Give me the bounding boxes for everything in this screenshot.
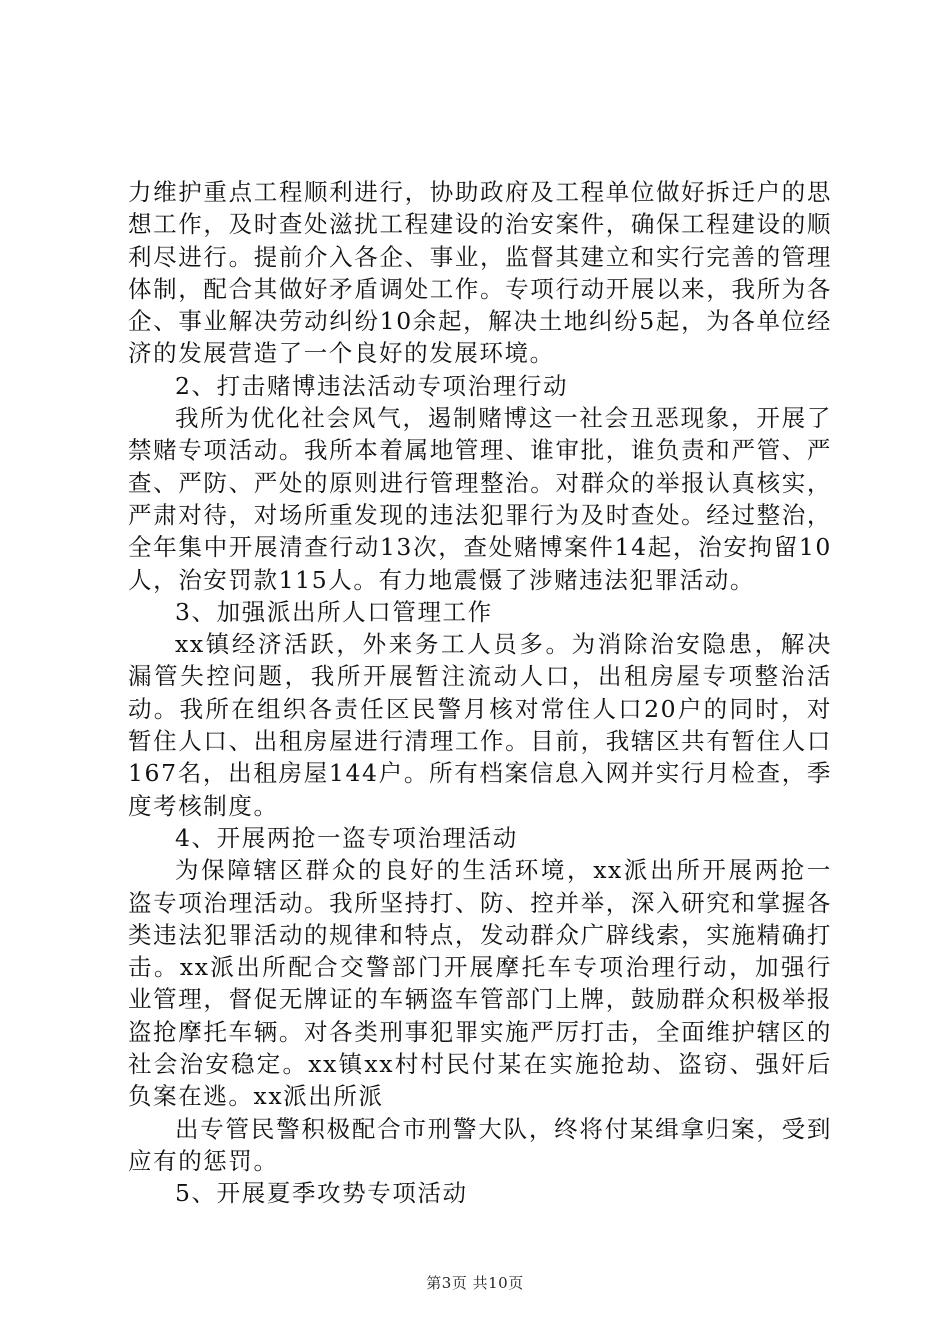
- section-heading-4: 4、开展两抢一盗专项治理活动: [175, 823, 518, 852]
- section-heading-5: 5、开展夏季攻势专项活动: [175, 1179, 468, 1208]
- paragraph-gambling: 我所为优化社会风气，遏制赌博这一社会丑恶现象，开展了禁赌专项活动。我所本着属地管理、谁审批，谁负责和严管、严查、严防、严处的原则进行管理整治。对群众的举报认真核实，严肃对待，对场所重发现的违法犯罪行为及时查处。经过整治，全年集中开展清查行动13次，查处赌博案件14起，治安拘留10人，治安罚款115人。有力地震慑了涉赌违法犯罪活动。: [128, 404, 832, 594]
- section-heading-3: 3、加强派出所人口管理工作: [175, 597, 493, 626]
- page-footer: 第3页 共10页: [426, 1274, 524, 1292]
- paragraph-arrest: 出专管民警积极配合市刑警大队，终将付某缉拿归案，受到应有的惩罚。: [128, 1114, 832, 1175]
- document-body: [128, 176, 832, 1210]
- section-heading-2: 2、打击赌博违法活动专项治理行动: [175, 371, 569, 400]
- paragraph-robbery: 为保障辖区群众的良好的生活环境，xx派出所开展两抢一盗专项治理活动。我所坚持打、防、控并举，深入研究和掌握各类违法犯罪活动的规律和特点，发动群众广辟线索，实施精确打击。xx派出所配合交警部门开展摩托车专项治理行动，加强行业管理，督促无牌证的车辆盗车管部门上牌，鼓励群众积极举报盗抢摩托车辆。对各类刑事犯罪实施严厉打击，全面维护辖区的社会治安稳定。xx镇xx村村民付某在实施抢劫、盗窃、强奸后负案在逃。xx派出所派: [128, 856, 832, 1111]
- paragraph-population: xx镇经济活跃，外来务工人员多。为消除治安隐患，解决漏管失控问题，我所开展暂注流动人口，出租房屋专项整治活动。我所在组织各责任区民警月核对常住人口20户的同时，对暂住人口、出租房屋进行清理工作。目前，我辖区共有暂住人口167名，出租房屋144户。所有档案信息入网并实行月检查，季度考核制度。: [128, 630, 832, 820]
- paragraph-continuation: 力维护重点工程顺利进行，协助政府及工程单位做好拆迁户的思想工作，及时查处滋扰工程建设的治安案件，确保工程建设的顺利尽进行。提前介入各企、事业，监督其建立和实行完善的管理体制，配合其做好矛盾调处工作。专项行动开展以来，我所为各企、事业解决劳动纠纷10余起，解决土地纠纷5起，为各单位经济的发展营造了一个良好的发展环境。: [128, 178, 832, 368]
